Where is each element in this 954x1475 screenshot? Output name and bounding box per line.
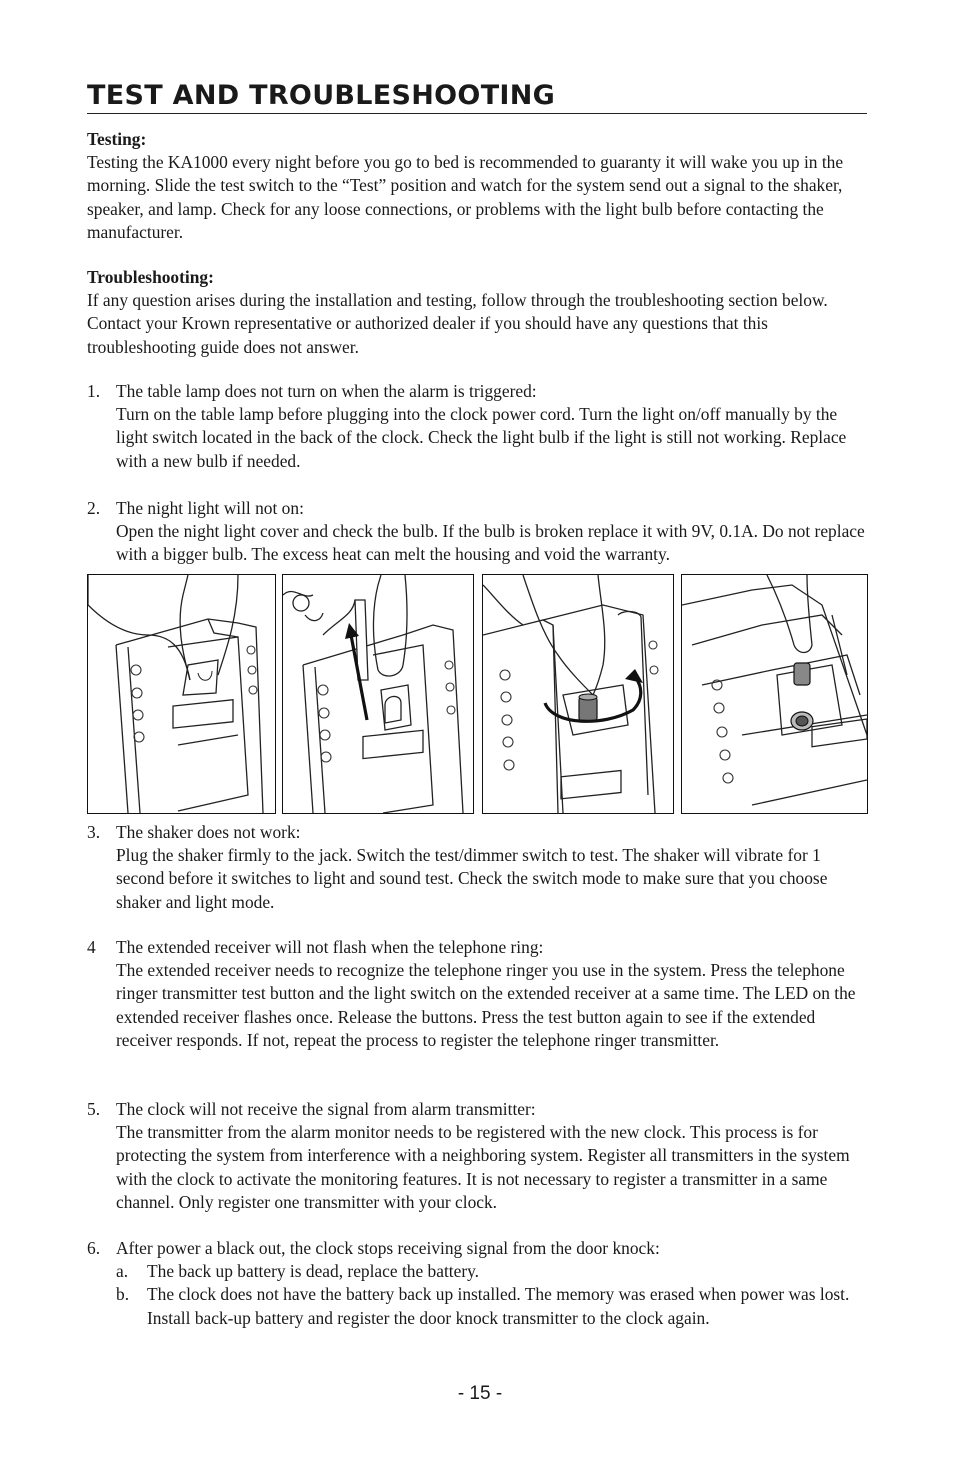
night-light-bulb-illustrations — [87, 574, 867, 814]
testing-text: Testing the KA1000 every night before you go to bed is recommended to guaranty it will wake you up in the morning. Slide the test switch to the “Test” position and watch for the system send out a signal to the shaker, speaker, and lamp. Check for any loose connections, or problems with the light bulb before contacting the manufacturer. — [87, 152, 844, 242]
item-solution: Open the night light cover and check the bulb. If the bulb is broken replace it with 9V, 0.1A. Do not replace with a bigger bulb. The excess heat can melt the housing and void the warranty. — [116, 521, 865, 565]
illustration-bulb-removed — [681, 574, 868, 814]
item-solution: The transmitter from the alarm monitor needs to be registered with the new clock. This process is for protecting the system from interference with a neighboring system. Register all transmitters in the system with the clock to activate the monitoring features. It is not necessary to register a transmitter in a same channel. Only register one transmitter with your clock. — [116, 1122, 850, 1212]
troubleshoot-item-5 — [87, 1098, 867, 1214]
sub-item-a — [116, 1260, 867, 1283]
item-problem: The extended receiver will not flash when the telephone ring: — [116, 937, 544, 957]
item-number: 2. — [87, 498, 101, 518]
item-problem: The shaker does not work: — [116, 822, 301, 842]
item-problem: The table lamp does not turn on when the alarm is triggered: — [116, 381, 537, 401]
item-number: 6. — [87, 1238, 101, 1258]
sub-item-letter: b. — [116, 1284, 130, 1305]
page-title: TEST AND TROUBLESHOOTING — [87, 80, 867, 114]
item-number: 4 — [87, 937, 96, 957]
troubleshoot-item-3 — [87, 821, 867, 914]
item-number: 1. — [87, 381, 101, 401]
item-problem: After power a black out, the clock stops receiving signal from the door knock: — [116, 1238, 660, 1258]
troubleshoot-item-4 — [87, 936, 867, 1052]
testing-heading: Testing: — [87, 129, 147, 149]
illustration-press-cover — [87, 574, 276, 814]
testing-section — [87, 128, 867, 244]
page-number: - 15 - — [457, 1383, 503, 1404]
illustration-slide-cover — [282, 574, 474, 814]
illustration-unscrew-bulb — [482, 574, 674, 814]
troubleshoot-item-6 — [87, 1237, 867, 1330]
troubleshoot-item-1 — [87, 380, 867, 473]
sub-item-letter: a. — [116, 1261, 129, 1282]
item-problem: The night light will not on: — [116, 498, 304, 518]
item-solution: Plug the shaker firmly to the jack. Switch the test/dimmer switch to test. The shaker will vibrate for 1 second before it switches to light and sound test. Check the switch mode to make sure that you choose shaker and light mode. — [116, 845, 828, 912]
item-problem: The clock will not receive the signal from alarm transmitter: — [116, 1099, 536, 1119]
troubleshooting-heading: Troubleshooting: — [87, 267, 214, 287]
sub-item-text: The clock does not have the battery back up installed. The memory was erased when power was lost. Install back-up battery and register the door knock transmitter to the clock again. — [147, 1284, 850, 1328]
item-solution: The extended receiver needs to recognize the telephone ringer you use in the system. Press the telephone ringer transmitter test button and the light switch on the extended receiver at a same time. The LED on the extended receiver flashes once. Release the buttons. Press the test button again to see if the extended receiver responds. If not, repeat the process to register the telephone ringer transmitter. — [116, 960, 856, 1050]
item-solution: Turn on the table lamp before plugging into the clock power cord. Turn the light on/off manually by the light switch located in the back of the clock. Check the light bulb if the light is still not working. Replace with a new bulb if needed. — [116, 404, 847, 471]
troubleshooting-section — [87, 266, 867, 359]
troubleshooting-text: If any question arises during the installation and testing, follow through the troubleshooting section below. Contact your Krown representative or authorized dealer if you should have any questions that this troubleshooting guide does not answer. — [87, 290, 828, 357]
sub-item-text: The back up battery is dead, replace the battery. — [147, 1261, 480, 1282]
sub-item-b — [116, 1283, 867, 1329]
troubleshoot-item-2 — [87, 497, 867, 567]
item-number: 3. — [87, 822, 101, 842]
item-number: 5. — [87, 1099, 101, 1119]
